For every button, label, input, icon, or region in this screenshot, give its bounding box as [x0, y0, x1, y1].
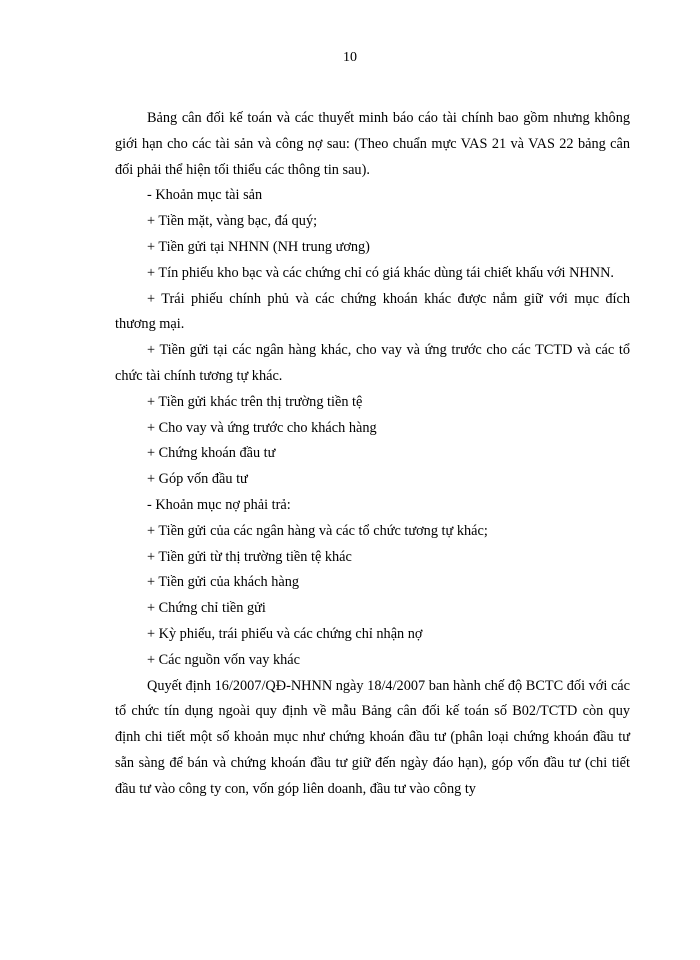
list-item: + Chứng khoán đầu tư	[147, 445, 276, 462]
list-item: + Tiền mặt, vàng bạc, đá quý;	[147, 213, 318, 230]
page-number: 10	[343, 50, 357, 65]
document-body	[115, 106, 630, 803]
list-item: + Cho vay và ứng trước cho khách hàng	[147, 419, 377, 436]
liability-section-heading: - Khoản mục nợ phải trả:	[147, 496, 291, 513]
list-item: + Góp vốn đầu tư	[147, 471, 248, 488]
intro-paragraph: Bảng cân đối kế toán và các thuyết minh báo cáo tài chính bao gồm nhưng không giới hạn cho các tài sản và công nợ sau: (Theo chuẩn mực VAS 21 và VAS 22 bảng cân đối phải thể hiện tối thiểu các thông tin sau).	[115, 110, 630, 178]
list-item: + Trái phiếu chính phủ và các chứng khoán khác được nắm giữ với mục đích thương mại.	[115, 290, 630, 333]
list-item: + Tiền gửi tại NHNN (NH trung ương)	[147, 238, 370, 255]
list-item: + Chứng chỉ tiền gửi	[147, 600, 266, 617]
list-item: + Các nguồn vốn vay khác	[147, 651, 300, 668]
list-item: + Kỳ phiếu, trái phiếu và các chứng chỉ nhận nợ	[147, 625, 423, 642]
list-item: + Tiền gửi từ thị trường tiền tệ khác	[147, 548, 352, 565]
list-item: + Tiền gửi của khách hàng	[147, 574, 300, 591]
decision-paragraph: Quyết định 16/2007/QĐ-NHNN ngày 18/4/2007 ban hành chế độ BCTC đối với các tổ chức tín dụng ngoài quy định về mẫu Bảng cân đối kế toán số B02/TCTD còn quy định chi tiết một số khoản mục như chứng khoán đầu tư (phân loại chứng khoán đầu tư sẵn sàng để bán và chứng khoán đầu tư giữ đến ngày đáo hạn), góp vốn đầu tư (chi tiết đầu tư vào công ty con, vốn góp liên doanh, đầu tư vào công ty	[115, 677, 630, 797]
asset-section-heading: - Khoản mục tài sản	[147, 187, 263, 204]
list-item: + Tiền gửi của các ngân hàng và các tổ chức tương tự khác;	[147, 522, 488, 539]
list-item: + Tín phiếu kho bạc và các chứng chỉ có giá khác dùng tái chiết khấu với NHNN.	[147, 264, 614, 281]
list-item: + Tiền gửi khác trên thị trường tiền tệ	[147, 393, 363, 410]
list-item: + Tiền gửi tại các ngân hàng khác, cho vay và ứng trước cho các TCTD và các tổ chức tài chính tương tự khác.	[115, 342, 630, 384]
